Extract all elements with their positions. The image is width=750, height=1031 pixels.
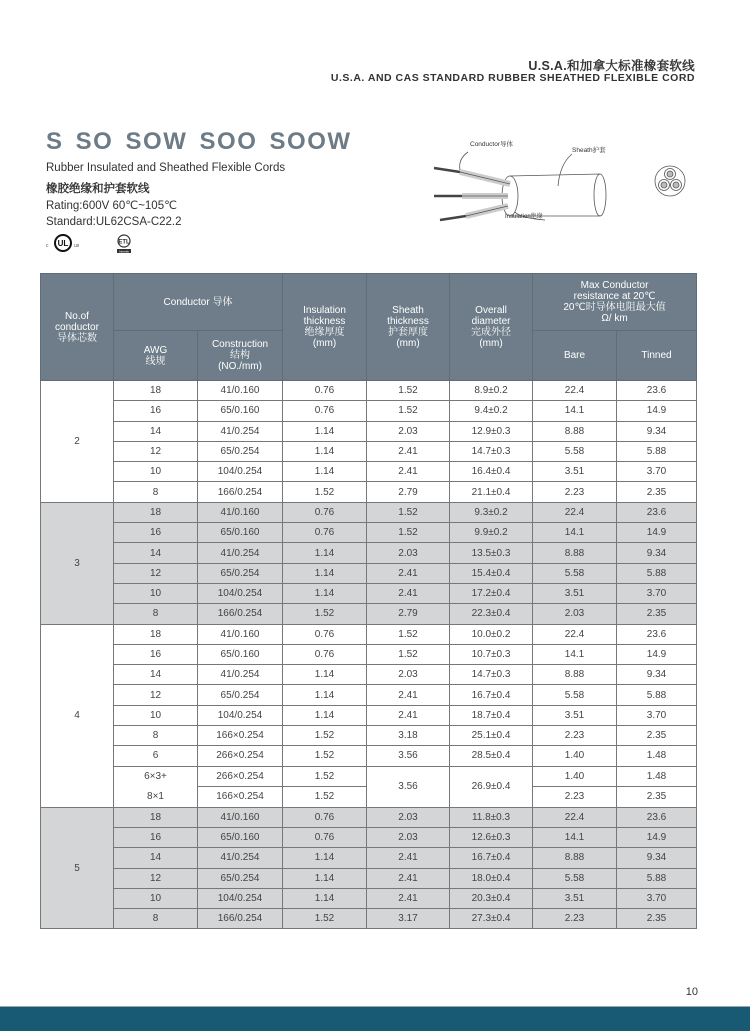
overall-cell: 25.1±0.4 — [450, 726, 533, 746]
awg-cell: 8 — [114, 909, 198, 929]
cable-illustration — [434, 152, 606, 220]
construction-cell: 41/0.254 — [198, 543, 283, 563]
ul-c-mark: c — [46, 243, 49, 249]
bare-cell: 8.88 — [533, 848, 617, 868]
sheath-cell: 1.52 — [367, 401, 450, 421]
bare-cell: 3.51 — [533, 583, 617, 603]
overall-cell: 12.9±0.3 — [450, 421, 533, 441]
footer-bar — [0, 1006, 750, 1031]
awg-cell: 8 — [114, 726, 198, 746]
awg-cell: 16 — [114, 401, 198, 421]
construction-cell: 41/0.160 — [198, 502, 283, 522]
construction-cell: 41/0.160 — [198, 624, 283, 644]
construction-cell: 65/0.254 — [198, 441, 283, 461]
conductor-count-cell: 4 — [41, 624, 114, 807]
bare-cell: 14.1 — [533, 401, 617, 421]
table-row — [41, 726, 697, 746]
construction-cell: 65/0.160 — [198, 523, 283, 543]
product-description-en: Rubber Insulated and Sheathed Flexible Cords — [46, 162, 286, 174]
insulation-cell: 1.52 — [283, 746, 367, 766]
tinned-cell: 3.70 — [617, 583, 697, 603]
table-row — [41, 705, 697, 725]
sheath-cell: 3.56 — [367, 766, 450, 807]
tinned-cell: 5.88 — [617, 685, 697, 705]
col-header-awg: AWG 线规 — [114, 331, 198, 381]
sheath-cell: 2.79 — [367, 604, 450, 624]
product-rating: Rating:600V 60℃~105℃ — [46, 200, 178, 212]
sheath-cell: 2.03 — [367, 807, 450, 827]
product-title: S SO SOW SOO SOOW — [46, 128, 352, 155]
insulation-cell: 0.76 — [283, 502, 367, 522]
tinned-cell: 9.34 — [617, 421, 697, 441]
awg-composite-cell — [114, 766, 198, 807]
construction-cell: 266×0.254 — [198, 766, 283, 787]
overall-cell: 27.3±0.4 — [450, 909, 533, 929]
sheath-cell: 2.03 — [367, 827, 450, 847]
overall-cell: 14.7±0.3 — [450, 665, 533, 685]
overall-cell: 18.7±0.4 — [450, 705, 533, 725]
table-row — [41, 421, 697, 441]
col-header-no-of-conductor: No.of conductor 导体芯数 — [41, 274, 114, 381]
awg-cell: 10 — [114, 583, 198, 603]
ul-us-mark: us — [74, 243, 80, 249]
tinned-cell: 3.70 — [617, 705, 697, 725]
construction-cell: 65/0.254 — [198, 563, 283, 583]
insulation-cell: 1.14 — [283, 462, 367, 482]
awg-cell: 12 — [114, 563, 198, 583]
tinned-cell: 2.35 — [617, 909, 697, 929]
insulation-cell: 0.76 — [283, 644, 367, 664]
awg-cell: 10 — [114, 705, 198, 725]
insulation-cell: 1.14 — [283, 543, 367, 563]
col-header-conductor: Conductor 导体 — [114, 274, 283, 331]
cable-cross-section-icon — [655, 166, 685, 196]
table-row — [41, 543, 697, 563]
overall-cell: 22.3±0.4 — [450, 604, 533, 624]
bare-cell: 2.23 — [533, 787, 617, 808]
table-row — [41, 401, 697, 421]
overall-cell: 11.8±0.3 — [450, 807, 533, 827]
table-row — [41, 665, 697, 685]
construction-cell: 166×0.254 — [198, 726, 283, 746]
construction-cell: 41/0.254 — [198, 665, 283, 685]
col-header-bare: Bare — [533, 331, 617, 381]
construction-cell: 266×0.254 — [198, 746, 283, 766]
awg-cell: 16 — [114, 644, 198, 664]
overall-cell: 9.4±0.2 — [450, 401, 533, 421]
insulation-cell: 1.52 — [283, 766, 367, 787]
construction-cell: 41/0.160 — [198, 807, 283, 827]
sheath-cell: 2.41 — [367, 848, 450, 868]
insulation-cell: 1.52 — [283, 787, 367, 808]
sheath-cell: 2.41 — [367, 705, 450, 725]
sheath-cell: 2.79 — [367, 482, 450, 502]
construction-cell: 166/0.254 — [198, 482, 283, 502]
bare-cell: 1.40 — [533, 766, 617, 787]
sheath-cell: 2.41 — [367, 563, 450, 583]
overall-cell: 15.4±0.4 — [450, 563, 533, 583]
construction-cell: 41/0.254 — [198, 848, 283, 868]
awg-composite-a: 6×3+ — [144, 770, 167, 782]
sheath-cell: 2.41 — [367, 583, 450, 603]
table-row — [41, 563, 697, 583]
awg-cell: 14 — [114, 665, 198, 685]
awg-cell: 18 — [114, 624, 198, 644]
overall-cell: 20.3±0.4 — [450, 888, 533, 908]
tinned-cell: 2.35 — [617, 726, 697, 746]
table-row — [41, 441, 697, 461]
bare-cell: 22.4 — [533, 502, 617, 522]
table-row — [41, 827, 697, 847]
insulation-cell: 1.14 — [283, 685, 367, 705]
col-header-overall-diameter: Overall diameter 完成外径 (mm) — [450, 274, 533, 381]
sheath-cell: 2.41 — [367, 888, 450, 908]
sheath-label: Sheath护套 — [572, 147, 606, 154]
table-row — [41, 624, 697, 644]
overall-cell: 9.9±0.2 — [450, 523, 533, 543]
sheath-cell: 3.56 — [367, 746, 450, 766]
tinned-cell: 9.34 — [617, 665, 697, 685]
col-header-resistance: Max Conductor resistance at 20℃ 20℃时导体电阻最大值 Ω/ km — [533, 274, 697, 331]
conductor-label: Conductor导体 — [470, 141, 513, 148]
col-header-construction: Construction 结构 (NO./mm) — [198, 331, 283, 381]
awg-cell: 12 — [114, 685, 198, 705]
overall-cell: 26.9±0.4 — [450, 766, 533, 807]
table-row — [41, 746, 697, 766]
overall-cell: 18.0±0.4 — [450, 868, 533, 888]
bare-cell: 22.4 — [533, 807, 617, 827]
svg-text:Intertek: Intertek — [118, 249, 130, 254]
table-row — [41, 848, 697, 868]
construction-cell: 166×0.254 — [198, 787, 283, 808]
bare-cell: 1.40 — [533, 746, 617, 766]
spec-table — [40, 273, 697, 929]
product-description-cn: 橡胶绝缘和护套软线 — [46, 183, 150, 195]
certification-logos — [46, 232, 166, 256]
sheath-cell: 2.03 — [367, 665, 450, 685]
insulation-cell: 0.76 — [283, 827, 367, 847]
tinned-cell: 9.34 — [617, 848, 697, 868]
bare-cell: 14.1 — [533, 644, 617, 664]
insulation-cell: 1.14 — [283, 563, 367, 583]
overall-cell: 17.2±0.4 — [450, 583, 533, 603]
construction-cell: 41/0.254 — [198, 421, 283, 441]
awg-cell: 14 — [114, 421, 198, 441]
construction-cell: 104/0.254 — [198, 705, 283, 725]
sheath-cell: 2.41 — [367, 462, 450, 482]
sheath-cell: 2.41 — [367, 441, 450, 461]
overall-cell: 28.5±0.4 — [450, 746, 533, 766]
insulation-cell: 1.52 — [283, 726, 367, 746]
tinned-cell: 9.34 — [617, 543, 697, 563]
awg-cell: 14 — [114, 848, 198, 868]
insulation-cell: 1.14 — [283, 705, 367, 725]
table-row — [41, 644, 697, 664]
tinned-cell: 14.9 — [617, 827, 697, 847]
awg-cell: 18 — [114, 807, 198, 827]
awg-cell: 14 — [114, 543, 198, 563]
sheath-cell: 1.52 — [367, 523, 450, 543]
construction-cell: 104/0.254 — [198, 462, 283, 482]
awg-composite-b: 8×1 — [147, 790, 164, 802]
overall-cell: 16.4±0.4 — [450, 462, 533, 482]
conductor-count-cell: 5 — [41, 807, 114, 929]
bare-cell: 3.51 — [533, 705, 617, 725]
col-header-insulation: Insulation thickness 绝缘厚度 (mm) — [283, 274, 367, 381]
overall-cell: 16.7±0.4 — [450, 685, 533, 705]
table-row — [41, 685, 697, 705]
table-row — [41, 909, 697, 929]
construction-cell: 65/0.160 — [198, 644, 283, 664]
insulation-cell: 1.14 — [283, 441, 367, 461]
sheath-cell: 2.41 — [367, 868, 450, 888]
insulation-cell: 1.14 — [283, 421, 367, 441]
insulation-cell: 1.52 — [283, 482, 367, 502]
awg-cell: 8 — [114, 482, 198, 502]
construction-cell: 65/0.254 — [198, 685, 283, 705]
tinned-cell: 3.70 — [617, 888, 697, 908]
table-row — [41, 502, 697, 522]
cable-diagram — [430, 134, 720, 224]
sheath-cell: 3.17 — [367, 909, 450, 929]
sheath-cell: 1.52 — [367, 381, 450, 401]
bare-cell: 22.4 — [533, 381, 617, 401]
overall-cell: 12.6±0.3 — [450, 827, 533, 847]
tinned-cell: 23.6 — [617, 624, 697, 644]
table-row — [41, 381, 697, 401]
insulation-cell: 1.14 — [283, 848, 367, 868]
insulation-cell: 1.14 — [283, 583, 367, 603]
tinned-cell: 23.6 — [617, 807, 697, 827]
construction-cell: 41/0.160 — [198, 381, 283, 401]
svg-text:ETL: ETL — [118, 239, 130, 246]
tinned-cell: 2.35 — [617, 604, 697, 624]
insulation-cell: 0.76 — [283, 401, 367, 421]
tinned-cell: 23.6 — [617, 502, 697, 522]
awg-cell: 10 — [114, 888, 198, 908]
tinned-cell: 2.35 — [617, 787, 697, 808]
awg-cell: 18 — [114, 502, 198, 522]
table-row — [41, 868, 697, 888]
insulation-cell: 0.76 — [283, 523, 367, 543]
bare-cell: 22.4 — [533, 624, 617, 644]
construction-cell: 104/0.254 — [198, 888, 283, 908]
bare-cell: 5.58 — [533, 868, 617, 888]
tinned-cell: 14.9 — [617, 523, 697, 543]
col-header-sheath: Sheath thickness 护套厚度 (mm) — [367, 274, 450, 381]
construction-cell: 166/0.254 — [198, 604, 283, 624]
sheath-cell: 2.03 — [367, 543, 450, 563]
bare-cell: 14.1 — [533, 827, 617, 847]
tinned-cell: 5.88 — [617, 563, 697, 583]
insulation-cell: 0.76 — [283, 807, 367, 827]
etl-logo-icon — [117, 235, 131, 253]
awg-cell: 6 — [114, 746, 198, 766]
construction-cell: 65/0.160 — [198, 401, 283, 421]
table-row — [41, 766, 697, 787]
table-row — [41, 482, 697, 502]
ul-logo-icon — [55, 235, 71, 251]
construction-cell: 65/0.254 — [198, 868, 283, 888]
sheath-cell: 2.03 — [367, 421, 450, 441]
insulation-cell: 0.76 — [283, 624, 367, 644]
overall-cell: 21.1±0.4 — [450, 482, 533, 502]
bare-cell: 5.58 — [533, 685, 617, 705]
header-title-en: U.S.A. AND CAS STANDARD RUBBER SHEATHED FLEXIBLE CORD — [330, 72, 695, 84]
overall-cell: 10.0±0.2 — [450, 624, 533, 644]
conductor-count-cell: 3 — [41, 502, 114, 624]
bare-cell: 14.1 — [533, 523, 617, 543]
sheath-cell: 3.18 — [367, 726, 450, 746]
insulation-cell: 0.76 — [283, 381, 367, 401]
awg-cell: 16 — [114, 523, 198, 543]
insulation-cell: 1.52 — [283, 909, 367, 929]
sheath-cell: 1.52 — [367, 644, 450, 664]
insulation-cell: 1.14 — [283, 868, 367, 888]
header-title-cn: U.S.A.和加拿大标准橡套软线 — [528, 59, 695, 73]
bare-cell: 2.23 — [533, 482, 617, 502]
bare-cell: 8.88 — [533, 543, 617, 563]
overall-cell: 10.7±0.3 — [450, 644, 533, 664]
conductor-count-cell: 2 — [41, 381, 114, 503]
awg-cell: 8 — [114, 604, 198, 624]
overall-cell: 13.5±0.3 — [450, 543, 533, 563]
bare-cell: 3.51 — [533, 462, 617, 482]
insulation-cell: 1.14 — [283, 665, 367, 685]
tinned-cell: 1.48 — [617, 766, 697, 787]
tinned-cell: 14.9 — [617, 644, 697, 664]
bare-cell: 5.58 — [533, 563, 617, 583]
bare-cell: 2.23 — [533, 726, 617, 746]
col-header-tinned: Tinned — [617, 331, 697, 381]
table-row — [41, 604, 697, 624]
sheath-cell: 2.41 — [367, 685, 450, 705]
page-number: 10 — [685, 986, 698, 998]
product-standard: Standard:UL62CSA-C22.2 — [46, 216, 182, 228]
sheath-cell: 1.52 — [367, 624, 450, 644]
tinned-cell: 3.70 — [617, 462, 697, 482]
tinned-cell: 1.48 — [617, 746, 697, 766]
tinned-cell: 14.9 — [617, 401, 697, 421]
awg-cell: 12 — [114, 441, 198, 461]
construction-cell: 104/0.254 — [198, 583, 283, 603]
overall-cell: 8.9±0.2 — [450, 381, 533, 401]
tinned-cell: 5.88 — [617, 868, 697, 888]
tinned-cell: 5.88 — [617, 441, 697, 461]
bare-cell: 2.03 — [533, 604, 617, 624]
overall-cell: 14.7±0.3 — [450, 441, 533, 461]
overall-cell: 9.3±0.2 — [450, 502, 533, 522]
tinned-cell: 2.35 — [617, 482, 697, 502]
awg-cell: 10 — [114, 462, 198, 482]
table-row — [41, 888, 697, 908]
awg-cell: 16 — [114, 827, 198, 847]
sheath-cell: 1.52 — [367, 502, 450, 522]
tinned-cell: 23.6 — [617, 381, 697, 401]
bare-cell: 3.51 — [533, 888, 617, 908]
insulation-cell: 1.52 — [283, 604, 367, 624]
insulation-label: Insulation绝缘 — [505, 214, 543, 220]
table-row — [41, 807, 697, 827]
bare-cell: 8.88 — [533, 665, 617, 685]
table-row — [41, 462, 697, 482]
insulation-cell: 1.14 — [283, 888, 367, 908]
awg-cell: 12 — [114, 868, 198, 888]
bare-cell: 2.23 — [533, 909, 617, 929]
table-row — [41, 523, 697, 543]
table-row — [41, 583, 697, 603]
construction-cell: 65/0.160 — [198, 827, 283, 847]
overall-cell: 16.7±0.4 — [450, 848, 533, 868]
bare-cell: 8.88 — [533, 421, 617, 441]
construction-cell: 166/0.254 — [198, 909, 283, 929]
svg-text:UL: UL — [57, 239, 69, 248]
bare-cell: 5.58 — [533, 441, 617, 461]
awg-cell: 18 — [114, 381, 198, 401]
